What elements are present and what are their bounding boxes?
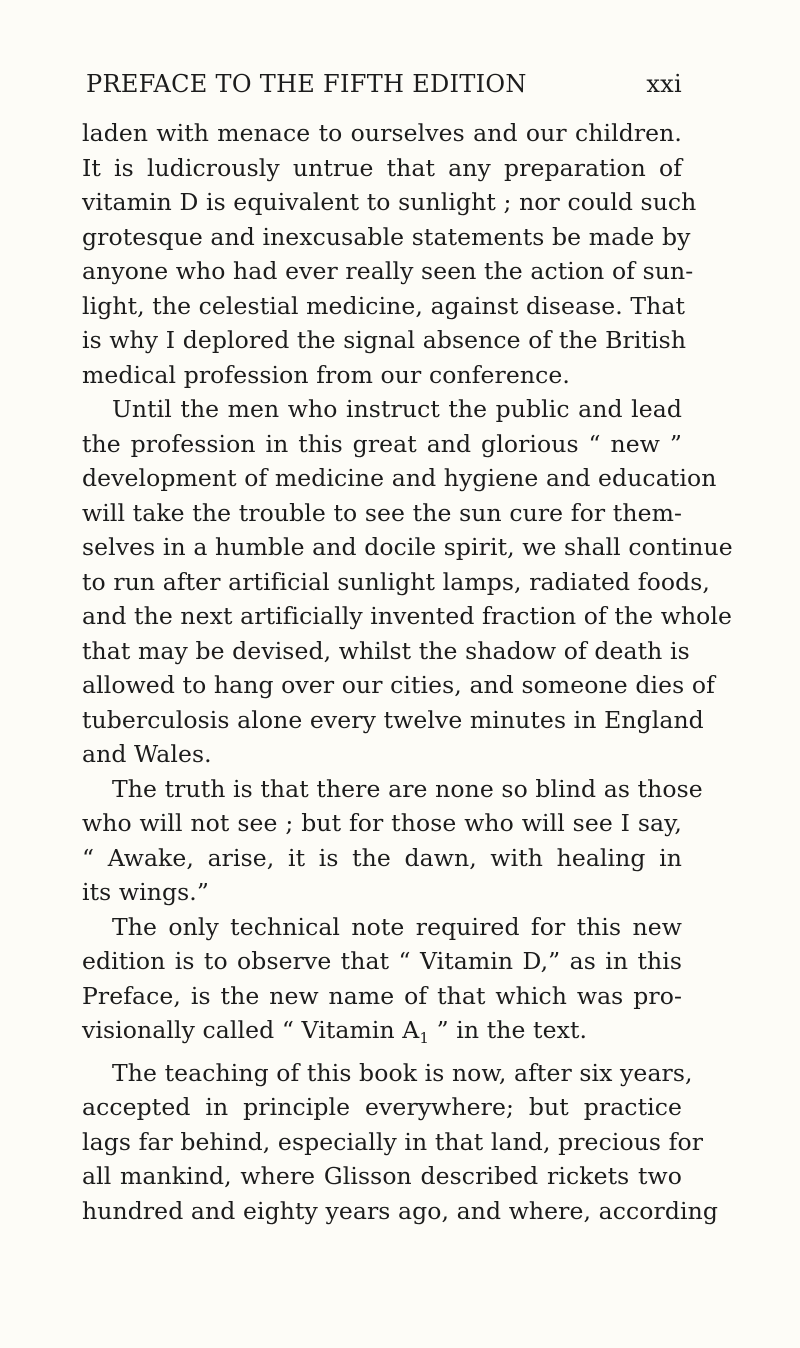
text-line: hundred and eighty years ago, and where, according: [82, 1196, 718, 1225]
text-line: Preface, is the new name of that which was pro-: [82, 981, 682, 1010]
text-line: and the next artificially invented fraction of the whole: [82, 602, 733, 630]
text-line: anyone who had ever really seen the action of sun-: [82, 257, 694, 285]
text-line: light, the celestial medicine, against disease. That: [82, 291, 686, 320]
text-fragment: ” in the text.: [429, 1016, 588, 1044]
text-fragment: visionally called “ Vitamin A: [82, 1016, 420, 1044]
text-line: medical profession from our conference.: [82, 360, 570, 389]
text-line: lags far behind, especially in that land, precious for: [82, 1127, 704, 1156]
text-line: It is ludicrously untrue that any preparation of: [82, 153, 682, 182]
text-line: Until the men who instruct the public and lead: [112, 395, 682, 423]
book-page: [82, 70, 733, 1228]
text-line: is why I deplored the signal absence of the British: [82, 326, 687, 354]
header-title: PREFACE TO THE FIFTH EDITION: [86, 70, 527, 98]
text-line: laden with menace to ourselves and our children.: [82, 119, 682, 147]
text-line: accepted in principle everywhere; but practice: [82, 1093, 682, 1121]
text-line: to run after artificial sunlight lamps, radiated foods,: [82, 567, 710, 596]
running-header: [82, 70, 682, 116]
text-line: that may be devised, whilst the shadow of death is: [82, 636, 690, 665]
text-line: and Wales.: [82, 740, 212, 768]
text-line: vitamin D is equivalent to sunlight ; nor could such: [82, 188, 697, 216]
text-line: The truth is that there are none so blind as those: [112, 774, 703, 803]
text-line: allowed to hang over our cities, and someone dies of: [82, 671, 715, 699]
text-line: The teaching of this book is now, after six years,: [112, 1058, 693, 1087]
text-line: The only technical note required for this new: [112, 912, 682, 941]
text-line: who will not see ; but for those who will see I say,: [82, 809, 682, 837]
page-number: xxi: [646, 70, 682, 98]
text-line: its wings.”: [82, 878, 209, 906]
text-line: all mankind, where Glisson described rickets two: [82, 1162, 682, 1190]
text-line: tuberculosis alone every twelve minutes in England: [82, 705, 704, 734]
text-line: will take the trouble to see the sun cure for them-: [82, 498, 682, 527]
text-line: “ Awake, arise, it is the dawn, with healing in: [82, 843, 682, 872]
text-line: [82, 1013, 682, 1056]
text-line: development of medicine and hygiene and education: [82, 464, 717, 492]
text-line: the profession in this great and glorious “ new ”: [82, 429, 682, 458]
text-line: edition is to observe that “ Vitamin D,” as in this: [82, 947, 682, 975]
text-line: grotesque and inexcusable statements be made by: [82, 222, 691, 251]
text-line: selves in a humble and docile spirit, we shall continue: [82, 533, 733, 561]
body-text: [82, 116, 733, 1228]
subscript: 1: [419, 1029, 430, 1047]
